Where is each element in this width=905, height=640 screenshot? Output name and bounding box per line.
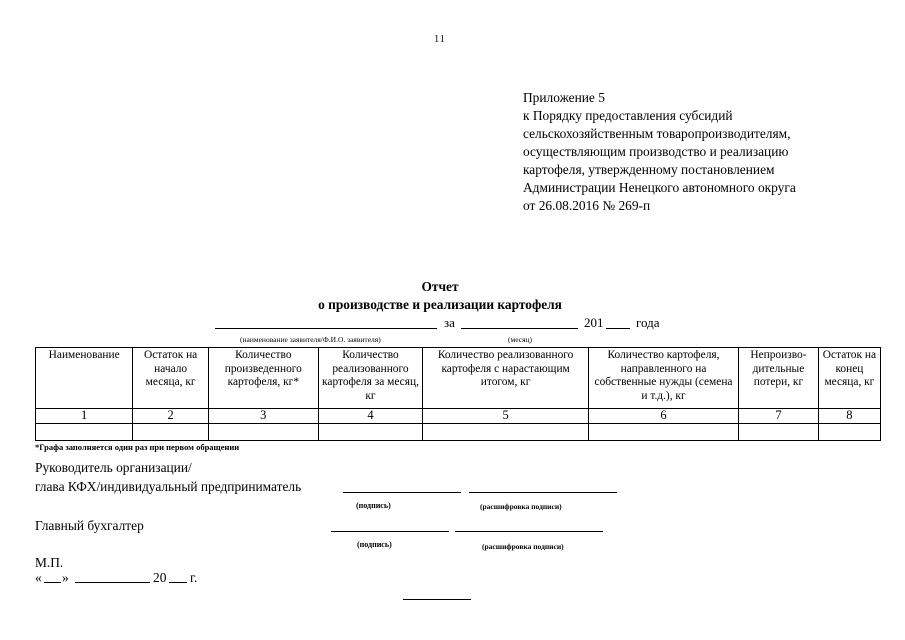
date-close-quote: » xyxy=(62,570,69,585)
report-title: Отчет xyxy=(421,279,459,294)
head-decoding-caption: (расшифровка подписи) xyxy=(480,502,562,511)
year-suffix: года xyxy=(636,315,660,330)
column-number: 4 xyxy=(318,409,423,424)
table-header-cell: Количество реализованного картофеля с нарастающим итогом, кг xyxy=(423,348,589,409)
table-header-cell: Остаток на конец месяца, кг xyxy=(818,348,880,409)
page-number: 11 xyxy=(434,34,446,45)
table-data-row xyxy=(36,424,881,441)
head-title-line1: Руководитель организации/ xyxy=(35,460,192,475)
accountant-decoding-caption: (расшифровка подписи) xyxy=(482,542,564,551)
report-subtitle: о производстве и реализации картофеля xyxy=(318,297,562,312)
month-caption: (месяц) xyxy=(508,335,533,344)
report-table xyxy=(35,347,881,441)
month-field[interactable] xyxy=(461,328,578,329)
column-number: 2 xyxy=(133,409,209,424)
applicant-name-field[interactable] xyxy=(215,328,437,329)
table-header-cell: Наименование xyxy=(36,348,133,409)
date-day-field[interactable] xyxy=(44,582,61,583)
column-number: 8 xyxy=(818,409,880,424)
accountant-signature-caption: (подпись) xyxy=(357,540,392,549)
head-signature-field[interactable] xyxy=(343,492,461,493)
date-year-suffix: г. xyxy=(190,570,198,585)
data-cell[interactable] xyxy=(588,424,738,441)
data-cell[interactable] xyxy=(318,424,423,441)
column-number: 1 xyxy=(36,409,133,424)
accountant-signature-field[interactable] xyxy=(331,531,449,532)
appendix-line: осуществляющим производство и реализацию xyxy=(523,144,789,159)
data-cell[interactable] xyxy=(739,424,819,441)
year-prefix: 201 xyxy=(584,315,604,330)
period-za-label: за xyxy=(444,315,455,330)
date-year-field[interactable] xyxy=(169,582,187,583)
column-number: 7 xyxy=(739,409,819,424)
table-header-cell: Количество реализованного картофеля за месяц, кг xyxy=(318,348,423,409)
data-cell[interactable] xyxy=(36,424,133,441)
appendix-line: к Порядку предоставления субсидий xyxy=(523,108,733,123)
data-cell[interactable] xyxy=(818,424,880,441)
head-signature-caption: (подпись) xyxy=(356,501,391,510)
accountant-title: Главный бухгалтер xyxy=(35,518,144,533)
stamp-label: М.П. xyxy=(35,555,64,570)
table-header-cell: Количество картофеля, направленного на собственные нужды (семена и т.д.), кг xyxy=(588,348,738,409)
table-header-cell: Непроизво-дительные потери, кг xyxy=(739,348,819,409)
table-header-cell: Остаток на начало месяца, кг xyxy=(133,348,209,409)
appendix-line: картофеля, утвержденному постановлением xyxy=(523,162,775,177)
table-number-row xyxy=(36,409,881,424)
head-title-line2: глава КФХ/индивидуальный предприниматель xyxy=(35,479,302,494)
head-decoding-field[interactable] xyxy=(469,492,617,493)
table-footnote: *Графа заполняется один раз при первом обращении xyxy=(35,442,240,452)
data-cell[interactable] xyxy=(423,424,589,441)
closing-separator xyxy=(403,599,471,600)
appendix-line: Приложение 5 xyxy=(523,90,605,105)
data-cell[interactable] xyxy=(208,424,318,441)
column-number: 5 xyxy=(423,409,589,424)
table-header-cell: Количество произведенного картофеля, кг* xyxy=(208,348,318,409)
date-open-quote: « xyxy=(35,570,42,585)
year-field[interactable] xyxy=(606,328,630,329)
column-number: 6 xyxy=(588,409,738,424)
accountant-decoding-field[interactable] xyxy=(455,531,603,532)
data-cell[interactable] xyxy=(133,424,209,441)
date-year-prefix: 20 xyxy=(153,570,167,585)
date-month-field[interactable] xyxy=(75,582,150,583)
table-header-row xyxy=(36,348,881,409)
appendix-line: сельскохозяйственным товаропроизводителям, xyxy=(523,126,791,141)
appendix-line: от 26.08.2016 № 269-п xyxy=(523,198,651,213)
column-number: 3 xyxy=(208,409,318,424)
applicant-caption: (наименование заявителя/Ф.И.О. заявителя) xyxy=(240,335,381,344)
appendix-block xyxy=(523,89,796,215)
appendix-line: Администрации Ненецкого автономного округа xyxy=(523,180,796,195)
